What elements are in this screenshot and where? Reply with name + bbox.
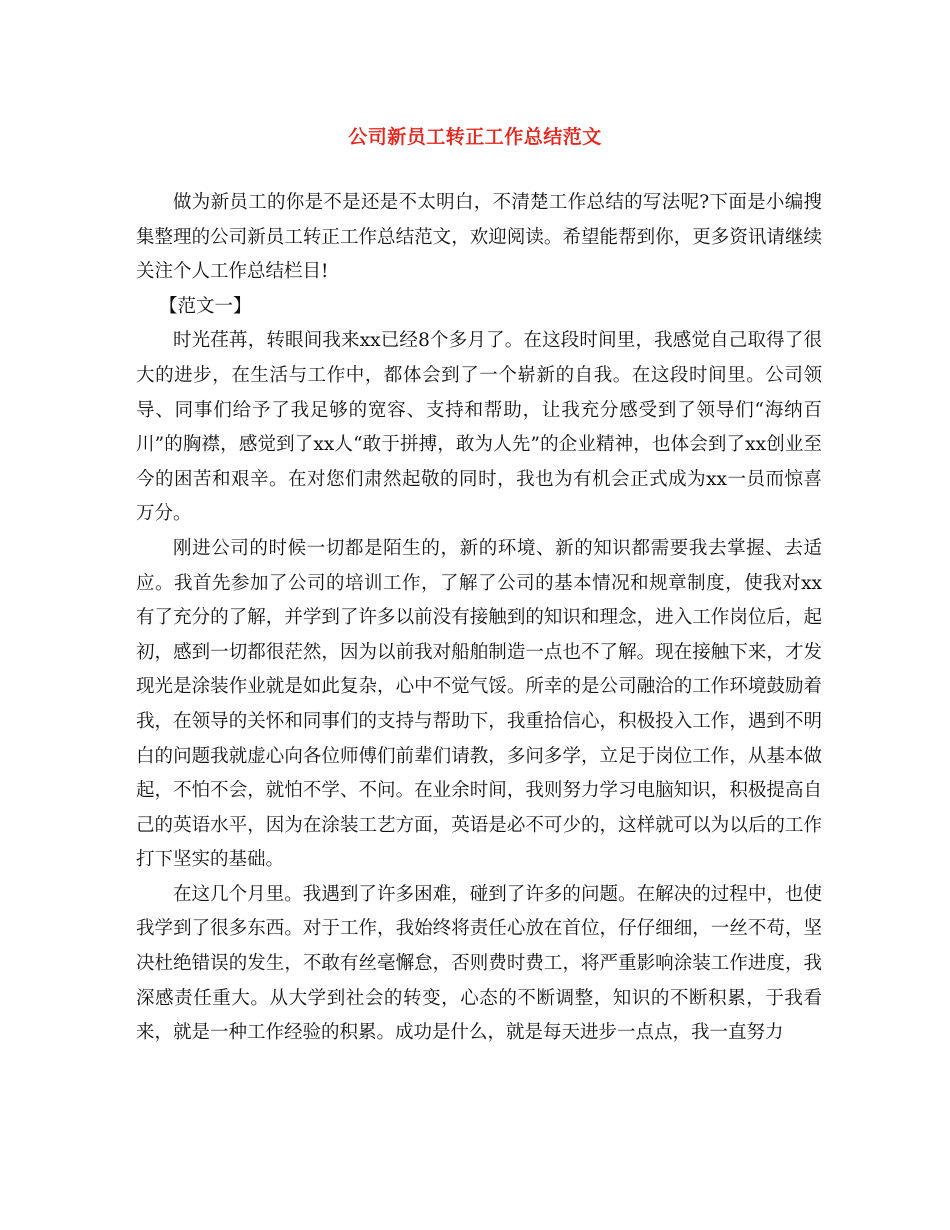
body-paragraph: 在这几个月里。我遇到了许多困难，碰到了许多的问题。在解决的过程中，也使我学到了很多东西。对于工作，我始终将责任心放在首位，仔仔细细，一丝不苟，坚决杜绝错误的发生，不敢有丝毫懈怠，否则费时费工，将严重影响涂装工作进度，我深感责任重大。从大学到社会的转变，心态的不断调整，知识的不断积累，于我看来，就是一种工作经验的积累。成功是什么，就是每天进步一点点，我一直努力 [136,883,822,1044]
intro-paragraph: 做为新员工的你是不是还是不太明白，不清楚工作总结的写法呢?下面是小编搜集整理的公司新员工转正工作总结范文，欢迎阅读。希望能帮到你，更多资讯请继续关注个人工作总结栏目! [136,192,822,283]
section-label: 【范文一】 [159,295,252,317]
document-title: 公司新员工转正工作总结范文 [348,126,602,148]
body-paragraph: 时光荏苒，转眼间我来xx已经8个多月了。在这段时间里，我感觉自己取得了很大的进步，在生活与工作中，都体会到了一个崭新的自我。在这段时间里。公司领导、同事们给予了我足够的宽容、支持和帮助，让我充分感受到了领导们“海纳百川”的胸襟，感觉到了xx人“敢于拼搏，敢为人先”的企业精神，也体会到了xx创业至今的困苦和艰辛。在对您们肃然起敬的同时，我也为有机会正式成为xx一员而惊喜万分。 [136,330,822,525]
body-paragraph: 刚进公司的时候一切都是陌生的，新的环境、新的知识都需要我去掌握、去适应。我首先参加了公司的培训工作，了解了公司的基本情况和规章制度，使我对xx有了充分的了解，并学到了许多以前没有接触到的知识和理念，进入工作岗位后，起初，感到一切都很茫然，因为以前我对船舶制造一点也不了解。现在接触下来，才发现光是涂装作业就是如此复杂，心中不觉气馁。所幸的是公司融洽的工作环境鼓励着我，在领导的关怀和同事们的支持与帮助下，我重拾信心，积极投入工作，遇到不明白的问题我就虚心向各位师傅们前辈们请教，多问多学，立足于岗位工作，从基本做起，不怕不会，就怕不学、不问。在业余时间，我则努力学习电脑知识，积极提高自己的英语水平，因为在涂装工艺方面，英语是必不可少的，这样就可以为以后的工作打下坚实的基础。 [136,537,822,871]
document-body [136,186,822,1051]
